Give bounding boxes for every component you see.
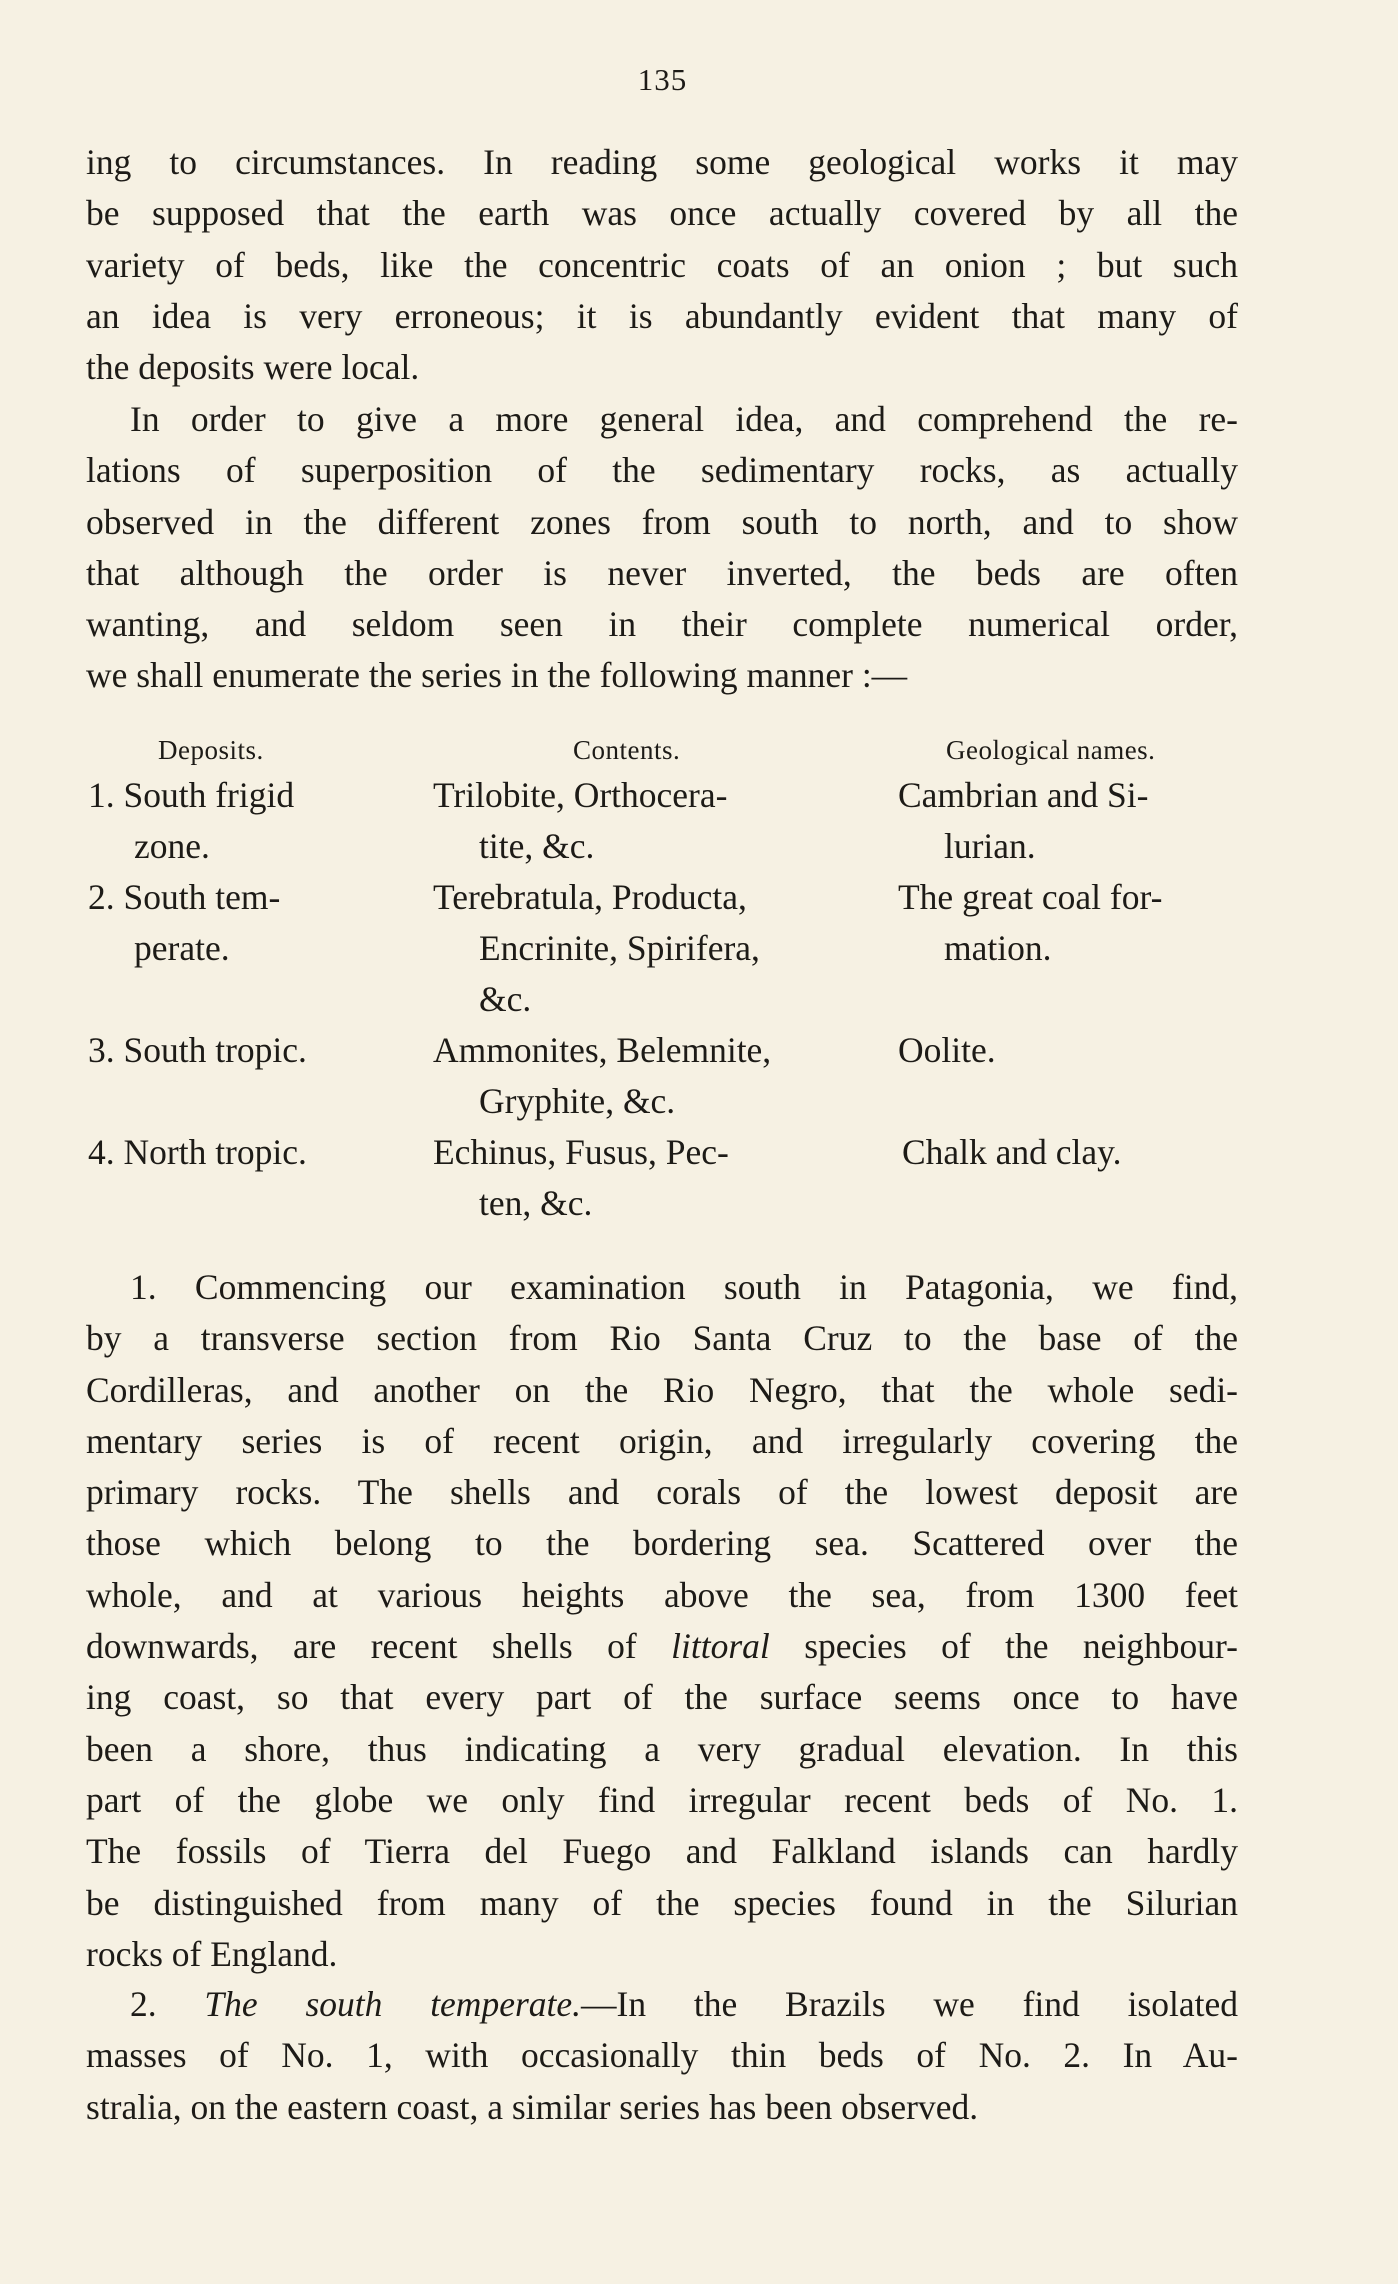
table-cell-deposit: 1. South frigid zone. bbox=[88, 775, 295, 866]
paragraph-3 bbox=[86, 1262, 1238, 1980]
text-line: ing coast, so that every part of the surface seems once to have bbox=[86, 1677, 1238, 1718]
text-line: be distinguished from many of the species found in the Silurian bbox=[86, 1882, 1238, 1923]
page-number: 135 bbox=[637, 62, 688, 97]
section-heading-italic: The south temperate. bbox=[204, 1984, 582, 2024]
table-cell-contents: Terebratula, Producta, Encrinite, Spirifera, &c. bbox=[433, 877, 760, 1019]
text-line: In order to give a more general idea, and comprehend the re- bbox=[130, 399, 1238, 439]
text-line: variety of beds, like the concentric coats of an onion ; but such bbox=[86, 244, 1238, 285]
italic-word: littoral bbox=[671, 1626, 770, 1667]
text-line: that although the order is never inverted, the beds are often bbox=[86, 552, 1238, 593]
text-line: wanting, and seldom seen in their complete numerical order, bbox=[86, 604, 1238, 645]
table-cell-geological-name: Chalk and clay. bbox=[902, 1132, 1122, 1172]
paragraph-4 bbox=[86, 1979, 1238, 2133]
table-cell-contents: Trilobite, Orthocera- tite, &c. bbox=[433, 775, 728, 866]
text-line: by a transverse section from Rio Santa Cruz to the base of the bbox=[86, 1318, 1238, 1359]
text-line: Cordilleras, and another on the Rio Negro, that the whole sedi- bbox=[86, 1369, 1238, 1410]
table-cell-geological-name: Oolite. bbox=[898, 1030, 996, 1070]
text-line: we shall enumerate the series in the following manner :— bbox=[86, 655, 908, 696]
table-cell-deposit: 2. South tem- perate. bbox=[88, 877, 281, 968]
text-line: be supposed that the earth was once actually covered by all the bbox=[86, 193, 1238, 234]
text-line: those which belong to the bordering sea. Scattered over the bbox=[86, 1523, 1238, 1564]
text-line: masses of No. 1, with occasionally thin beds of No. 2. In Au- bbox=[86, 2035, 1238, 2076]
text-line: lations of superposition of the sedimentary rocks, as actually bbox=[86, 450, 1238, 491]
text-line: mentary series is of recent origin, and irregularly covering the bbox=[86, 1420, 1238, 1461]
paragraph-1 bbox=[86, 137, 1238, 393]
text-line: rocks of England. bbox=[86, 1933, 338, 1974]
text-line: an idea is very erroneous; it is abundantly evident that many of bbox=[86, 295, 1238, 336]
paragraph-2 bbox=[86, 394, 1238, 702]
table-cell-deposit: 3. South tropic. bbox=[88, 1030, 307, 1070]
table-cell-geological-name: The great coal for- mation. bbox=[898, 877, 1163, 968]
text-line-with-italic: downwards, are recent shells of littoral species of the neighbour- bbox=[86, 1626, 1238, 1667]
text-line: The fossils of Tierra del Fuego and Falkland islands can hardly bbox=[86, 1831, 1238, 1872]
column-header-contents: Contents. bbox=[573, 735, 681, 765]
table-cell-contents: Ammonites, Belemnite, Gryphite, &c. bbox=[433, 1030, 772, 1121]
table-cell-deposit: 4. North tropic. bbox=[88, 1132, 307, 1172]
column-header-deposits: Deposits. bbox=[158, 735, 264, 765]
text-line: observed in the different zones from south to north, and to show bbox=[86, 501, 1238, 542]
text-line-with-italic: 2. The south temperate.—In the Brazils we find isolated bbox=[130, 1984, 1238, 2024]
text-line: the deposits were local. bbox=[86, 347, 420, 388]
text-line: primary rocks. The shells and corals of the lowest deposit are bbox=[86, 1472, 1238, 1513]
text-line: been a shore, thus indicating a very gradual elevation. In this bbox=[86, 1728, 1238, 1769]
text-line: part of the globe we only find irregular recent beds of No. 1. bbox=[86, 1779, 1238, 1820]
text-line: whole, and at various heights above the sea, from 1300 feet bbox=[86, 1574, 1238, 1615]
column-header-geological-names: Geological names. bbox=[946, 735, 1156, 765]
text-line: 1. Commencing our examination south in Patagonia, we find, bbox=[130, 1267, 1238, 1307]
text-line: stralia, on the eastern coast, a similar series has been observed. bbox=[86, 2086, 979, 2127]
text-line: ing to circumstances. In reading some geological works it may bbox=[86, 142, 1238, 182]
table-cell-contents: Echinus, Fusus, Pec- ten, &c. bbox=[433, 1132, 729, 1223]
table-cell-geological-name: Cambrian and Si- lurian. bbox=[898, 775, 1149, 866]
